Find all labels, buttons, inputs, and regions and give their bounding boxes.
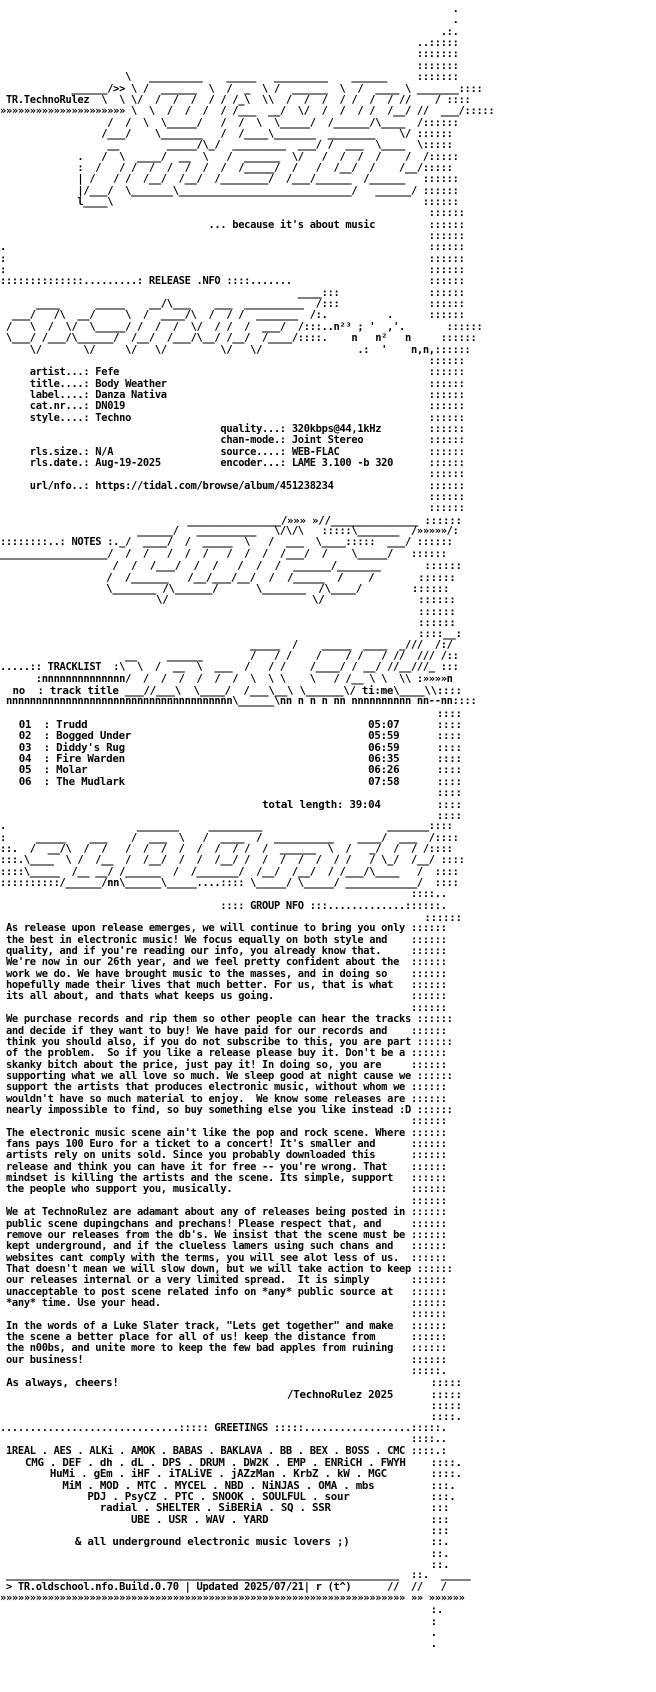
nfo-line: ..::::: bbox=[0, 37, 459, 49]
nfo-line: :::::: bbox=[0, 468, 465, 481]
nfo-line: UBE . USR . WAV . YARD ::: bbox=[0, 1512, 450, 1526]
nfo-line: :::.\____ \ / /__ / /__/ / / /__/ / / / / / / / / \_/ /__/ :::: bbox=[0, 854, 465, 867]
nfo-line: the best in electronic music! We focus equally on both style and :::::: bbox=[0, 933, 447, 946]
nfo-line: title....: Body Weather :::::: bbox=[0, 377, 465, 390]
nfo-line: 1REAL . AES . ALKi . AMOK . BABAS . BAKLAVA . BB . BEX . BOSS . CMC ::::.: bbox=[0, 1444, 447, 1457]
nfo-line: 01 : Trudd 05:07 :::: bbox=[0, 718, 462, 731]
nfo-line: 04 : Fire Warden 06:35 :::: bbox=[0, 752, 462, 766]
nfo-line: / \ / \/ \_____/ / / / \/ / / / ___/ /:::..n²³ ; ' ,'. :::::: bbox=[0, 320, 483, 333]
nfo-line: . bbox=[0, 3, 459, 15]
nfo-line: the scene a better place for all of us! keep the distance from :::::: bbox=[0, 1331, 447, 1343]
nfo-line: quality, and if you're reading our info, you already know that. :::::: bbox=[0, 945, 447, 957]
nfo-line: ::::.. bbox=[0, 888, 447, 901]
nfo-line: :::::: bbox=[0, 615, 456, 629]
nfo-line: CMG . DEF . dh . dL . DPS . DRUM . DW2K . EMP . ENRiCH . FWYH ::::. bbox=[0, 1455, 462, 1469]
nfo-line: & all underground electronic music lovers ;) ::. bbox=[0, 1535, 450, 1549]
nfo-line: \ _________ _____ _________ ______ ::::::: bbox=[0, 71, 459, 84]
nfo-line: / / /___/ / / / / / ______/_______ :::::: bbox=[0, 559, 462, 573]
nfo-line: \_______ /\______/ \_______ /\____/ :::::: bbox=[0, 581, 450, 595]
nfo-line: ::::::: bbox=[0, 59, 459, 72]
nfo-line: :::: GROUP NFO :::.............::::::. bbox=[0, 899, 447, 912]
nfo-line: _______________/»»» »//______________ :::::: bbox=[0, 513, 462, 527]
nfo-line: That doesn't mean we will slow down, but we will take action to keep :::::: bbox=[0, 1262, 453, 1275]
nfo-line: of the problem. So if you like a release please buy it. Don't be a :::::: bbox=[0, 1047, 447, 1060]
nfo-line: mindset is killing the artists and the scene. Its simple, support :::::: bbox=[0, 1172, 447, 1184]
nfo-line: websites cant comply with the terms, you will see alot less of us. :::::: bbox=[0, 1251, 447, 1264]
nfo-line: :::::: bbox=[0, 1001, 447, 1014]
nfo-line: . :::::: bbox=[0, 241, 465, 254]
nfo-line: . bbox=[0, 1626, 437, 1639]
nfo-line: /TechnoRulez 2025 ::::: bbox=[0, 1387, 462, 1401]
nfo-line: :::::: bbox=[0, 230, 465, 242]
nfo-line: :::::: bbox=[0, 491, 465, 504]
nfo-line: our business! :::::: bbox=[0, 1353, 447, 1366]
nfo-line: :::::: bbox=[0, 502, 465, 515]
nfo-line: :::::: bbox=[0, 911, 462, 924]
nfo-line: *any* time. Use your head. :::::: bbox=[0, 1296, 447, 1309]
nfo-line: rls.date.: Aug-19-2025 encoder...: LAME 3.100 -b 320 :::::: bbox=[0, 457, 465, 469]
nfo-line: We purchase records and rip them so other people can hear the tracks :::::: bbox=[0, 1013, 453, 1026]
nfo-line: ::::::::::::::.........: RELEASE .NFO ::::....... :::::: bbox=[0, 275, 465, 288]
nfo-line: ::::::::..: NOTES :._/ ____/ / _____ \ / ___ \____::::: ___/ :::::: bbox=[0, 536, 453, 549]
nfo-line: : / / / / / / / / /_____/ / / /__/ / /__/::::: bbox=[0, 161, 453, 174]
nfo-line: MiM . MOD . MTC . MYCEL . NBD . NiNJAS . OMA . mbs :::. bbox=[0, 1478, 456, 1492]
nfo-line: :::::: bbox=[0, 1308, 447, 1321]
nfo-line: its all about, and thats what keeps us going. :::::: bbox=[0, 990, 447, 1003]
nfo-line: »»»»»»»»»»»»»»»»»»»»» \ \ / / / / /___ __/ \/ / / / / /__/ // ___/::::: bbox=[0, 105, 495, 118]
nfo-line: \___/ /___/\______/ /__/ /___/\__/ /__/ /____/::::. n n² n :::::: bbox=[0, 332, 477, 345]
nfo-line: url/nfo..: https://tidal.com/browse/album/451238234 :::::: bbox=[0, 479, 465, 492]
nfo-line: »»»»»»»»»»»»»»»»»»»»»»»»»»»»»»»»»»»»»»»»»»»»»»»»»»»»»»»»»»»»»»»»»»»» »» »»»»»» bbox=[0, 1592, 465, 1604]
nfo-line: ::::\_____ /__ __/ /______ / /_______/ /__/ /__/ / /___/\____ / :::: bbox=[0, 865, 459, 878]
nfo-line: . bbox=[0, 14, 459, 27]
nfo-line: wouldn't have so much material to enjoy. We know some releases are :::::: bbox=[0, 1092, 447, 1105]
nfo-line: __ ______ / / / / / / / // /// /:: bbox=[0, 649, 459, 662]
nfo-line: : _____ ___ / ___ \ / ____ / __________ ____/ ___ /:::: bbox=[0, 831, 459, 844]
nfo-line: /___/ \_______ / /____\_______ ________ \/ :::::: bbox=[0, 127, 453, 140]
nfo-line: : bbox=[0, 1614, 437, 1628]
nfo-line: _____ / _____ ____ _/// /:/ bbox=[0, 638, 453, 651]
nfo-line: our releases internal or a very limited spread. It is simply :::::: bbox=[0, 1274, 447, 1287]
nfo-line: unacceptable to post scene related info on *any* public source at :::::: bbox=[0, 1285, 447, 1298]
nfo-line: In the words of a Luke Slater track, "Lets get together" and make :::::: bbox=[0, 1319, 447, 1332]
nfo-line: support the artists that produces electronic music, without whom we :::::: bbox=[0, 1081, 447, 1094]
nfo-line: ____::: :::::: bbox=[0, 286, 465, 299]
nfo-line: no : track title ___//___\ \____/ /___\__\ \______\/ ti:me\____\\:::: bbox=[0, 684, 462, 697]
nfo-line: |/___/ \_______\_____________________________/ ______/ :::::: bbox=[0, 184, 459, 197]
nfo-line: quality...: 320kbps@44,1kHz :::::: bbox=[0, 422, 465, 435]
nfo-line: ::::: bbox=[0, 1399, 462, 1412]
nfo-line: hopefully made their lives that much better. For us, that is what :::::: bbox=[0, 979, 447, 992]
nfo-line: nnnnnnnnnnnnnnnnnnnnnnnnnnnnnnnnnnnnnn\______\nn n n n nn nnnnnnnnnn nn--nn:::: bbox=[0, 695, 477, 708]
nfo-line: radial . SHELTER . SiBERiA . SQ . SSR ::: bbox=[0, 1501, 450, 1515]
nfo-line: ::::::: bbox=[0, 48, 459, 61]
nfo-line: > TR.oldschool.nfo.Build.0.70 | Updated 2025/07/21| r (t^) // // / bbox=[0, 1580, 447, 1593]
nfo-line: ... because it's about music :::::: bbox=[0, 218, 465, 231]
nfo-line: TR.TechnoRulez \ \ \/ / / / / / /_\ \\ / / / / / / / // / :::: bbox=[0, 93, 471, 106]
nfo-line: | / / / /__/ /__/ /________/ /___/______ /______ :::::: bbox=[0, 173, 459, 186]
nfo-line: remove our releases from the db's. We insist that the scene must be :::::: bbox=[0, 1228, 447, 1241]
nfo-line: :::: bbox=[0, 808, 462, 822]
nfo-line: \/ \/ \/ \/ \/ \/ .: ' n,n,:::::: bbox=[0, 343, 471, 356]
nfo-line: : :::::: bbox=[0, 264, 465, 277]
nfo-line: As release upon release emerges, we will continue to bring you only :::::: bbox=[0, 922, 447, 935]
nfo-line: \/ \/ :::::: bbox=[0, 593, 456, 607]
nfo-line: .:. bbox=[0, 25, 459, 38]
nfo-line: rls.size.: N/A source....: WEB-FLAC :::::: bbox=[0, 445, 465, 458]
nfo-line: skanky bitch about the price, just pay it! In doing so, you are :::::: bbox=[0, 1058, 447, 1071]
nfo-line: PDJ . PsyCZ . PTC . SNOOK . SOULFUL . sour :::. bbox=[0, 1489, 456, 1503]
nfo-line: ______/ __________ \/\/\ :::::\_______ /»»»»»/: bbox=[0, 525, 459, 538]
nfo-line: / / \ \_____/ / / \ \_____/ /______/\____ /:::::: bbox=[0, 116, 459, 129]
nfo-line: ___/ /\ __/ \ / ____/\ / / / _______ /:. . :::::: bbox=[0, 309, 465, 322]
nfo-line: the n00bs, and unite more to keep the few bad apples from ruining :::::: bbox=[0, 1342, 447, 1355]
nfo-line: think you should also, if you do not subscribe to this, you are part :::::: bbox=[0, 1035, 453, 1048]
nfo-line: __ _____/\_/ _________ ___/ / ___ \____ \::::: bbox=[0, 139, 453, 152]
nfo-line: ..............................::::: GREETINGS :::::..................:::::. bbox=[0, 1421, 447, 1434]
nfo-line: ::. / __/\ / / / / / / / / / / / ______ \ / _/ / / /:::: bbox=[0, 842, 453, 855]
nfo-line: artist...: Fefe :::::: bbox=[0, 366, 465, 379]
nfo-line: We at TechnoRulez are adamant about any of releases being posted in :::::: bbox=[0, 1206, 447, 1219]
nfo-line: nearly impossible to find, so buy something else you like instead :D :::::: bbox=[0, 1104, 453, 1116]
nfo-line: fans pays 100 Euro for a ticket to a concert! It's smaller and :::::: bbox=[0, 1138, 447, 1150]
nfo-line: :::::: bbox=[0, 207, 465, 220]
nfo-line: ____ _____ __/\___ ___ __________ /::: :::::: bbox=[0, 298, 465, 311]
nfo-line: artists rely on units sold. Since you probably downloaded this :::::: bbox=[0, 1149, 447, 1162]
nfo-line: :::: bbox=[0, 786, 462, 800]
nfo-line: :nnnnnnnnnnnnnn/ / / / / / / \ \ \ \ / /__ \ \ \\ :»»»»n bbox=[0, 672, 453, 685]
nfo-line: We're now in our 26th year, and we feel pretty confident about the :::::: bbox=[0, 956, 447, 969]
nfo-line: ::. bbox=[0, 1546, 450, 1560]
nfo-line: :::::: bbox=[0, 604, 456, 618]
nfo-line: chan-mode.: Joint Stereo :::::: bbox=[0, 434, 465, 447]
nfo-line: ______/>> \ / ______ \ / _ \ / ______ \ / ____ \ _______:::: bbox=[0, 82, 483, 95]
nfo-line: :::::: bbox=[0, 1194, 447, 1207]
nfo-line: total length: 39:04 :::: bbox=[0, 797, 462, 811]
nfo-line: style....: Techno :::::: bbox=[0, 411, 465, 424]
nfo-line: As always, cheers! ::::: bbox=[0, 1376, 462, 1390]
nfo-line: :. bbox=[0, 1603, 444, 1617]
nfo-line: :::::. bbox=[0, 1365, 447, 1377]
nfo-line: :::::: bbox=[0, 354, 465, 367]
nfo-line: :::::: bbox=[0, 1115, 447, 1128]
nfo-line: release and think you can have it for free -- you're wrong. That :::::: bbox=[0, 1160, 447, 1173]
nfo-line: The electronic music scene ain't like the pop and rock scene. Where :::::: bbox=[0, 1126, 447, 1139]
nfo-line: work we do. We have brought music to the masses, and in doing so :::::: bbox=[0, 967, 447, 980]
nfo-line: l____\ :::::: bbox=[0, 195, 459, 208]
nfo-line: 06 : The Mudlark 07:58 :::: bbox=[0, 774, 462, 788]
nfo-line: ::. bbox=[0, 1558, 450, 1571]
nfo-line: __________________________________________________________________ ::. _____ bbox=[0, 1569, 471, 1582]
nfo-line: ::::::::::/______/nn\______\_____....:::: \_____/ \_____/ ____________/ :::: bbox=[0, 876, 459, 889]
nfo-line: HuMi . gEm . iHF . iTALiVE . jAZzMan . KrbZ . kW . MGC ::::. bbox=[0, 1467, 462, 1481]
nfo-line: label....: Danza Nativa :::::: bbox=[0, 388, 465, 401]
nfo-line: supporting what we all love so much. We sleep good at night cause we :::::: bbox=[0, 1069, 453, 1082]
nfo-line: ::::.. bbox=[0, 1433, 447, 1446]
nfo-line: :::: bbox=[0, 706, 462, 720]
nfo-line: kept underground, and if the clueless lamers using such chans and :::::: bbox=[0, 1240, 447, 1253]
nfo-line: the people who support you, musically. :::::: bbox=[0, 1183, 447, 1196]
nfo-line: ::: bbox=[0, 1523, 450, 1537]
nfo-line: __________________/ / / / / / / / / /___/ / \_____/ :::::: bbox=[0, 547, 447, 560]
nfo-line: 03 : Diddy's Rug 06:59 :::: bbox=[0, 740, 462, 754]
nfo-line: . _______ _________ _______:::: bbox=[0, 820, 453, 833]
nfo-line: .....:: TRACKLIST :\ \ / __ \ ___ / / / /____/ / __/ //__///_ ::: bbox=[0, 661, 459, 674]
nfo-line: . / \ ____/ __ \ / ______ \/ / / / / / /::::: bbox=[0, 150, 459, 163]
nfo-line: ::::. bbox=[0, 1410, 462, 1424]
nfo-line: / /______ /__/___/__/ / /_____ / / :::::: bbox=[0, 570, 456, 584]
nfo-line: 02 : Bogged Under 05:59 :::: bbox=[0, 729, 462, 743]
nfo-line: public scene dupingchans and prechans! Please respect that, and :::::: bbox=[0, 1217, 447, 1230]
nfo-line: and decide if they want to buy! We have paid for our records and :::::: bbox=[0, 1024, 447, 1037]
nfo-line: ::::__: bbox=[0, 627, 462, 641]
nfo-line: cat.nr...: DN019 :::::: bbox=[0, 400, 465, 413]
nfo-line: : :::::: bbox=[0, 252, 465, 265]
nfo-line: . bbox=[0, 1637, 437, 1651]
nfo-line: 05 : Molar 06:26 :::: bbox=[0, 763, 462, 777]
